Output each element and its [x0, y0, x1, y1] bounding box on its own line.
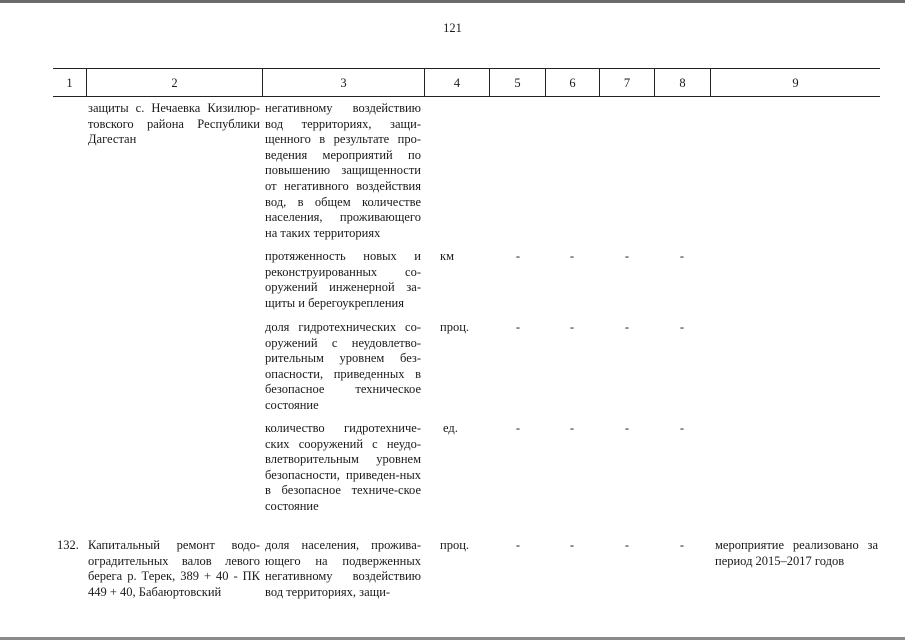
value-cell: -: [569, 249, 575, 263]
value-cell: -: [679, 421, 685, 435]
value-cell: -: [624, 320, 630, 334]
indicator-text: протяженность новых и реконструированных со-оружений инженерной за-щиты и берегоукрепления: [265, 249, 421, 310]
header-bottom-rule: [53, 96, 880, 97]
value-cell: -: [679, 320, 685, 334]
value-cell: -: [515, 421, 521, 435]
header-col-4: 4: [453, 76, 461, 90]
header-col-8: 8: [679, 76, 686, 90]
note-cell: мероприятие реализовано за период 2015–2017 годов: [715, 538, 878, 568]
header-col-9: 9: [792, 76, 799, 90]
header-col-2: 2: [171, 76, 178, 90]
header-col-6: 6: [569, 76, 576, 90]
indicator-text: количество гидротехниче-ских сооружений с неудо-влетворительным уровнем безопасности, приведен-ных в безопасное техниче-ское состояние: [265, 421, 421, 513]
header-col-7: 7: [623, 76, 631, 90]
unit-cell: проц.: [440, 320, 470, 334]
indicator-text: доля населения, проживa-ющего на подверженных негативному воздействию вод территориях, защи-: [265, 538, 421, 599]
measure-name: Капитальный ремонт водо-оградительных валов левого берега р. Терек, 389 + 40 - ПК 449 + 40, Бабаюртовский: [88, 538, 260, 599]
value-cell: -: [624, 249, 630, 263]
value-cell: -: [679, 538, 685, 552]
row-number: 132.: [57, 538, 79, 552]
table-top-rule: [53, 68, 880, 69]
header-col-3: 3: [340, 76, 347, 90]
header-col-1: 1: [66, 76, 73, 90]
unit-cell: км: [440, 249, 454, 263]
value-cell: -: [624, 538, 630, 552]
unit-cell: проц.: [440, 538, 470, 552]
page-number: 121: [443, 21, 462, 35]
measure-name: защиты с. Нечаевка Кизилюр-товского района Республики Дагестан: [88, 101, 260, 147]
value-cell: -: [569, 320, 575, 334]
value-cell: -: [679, 249, 685, 263]
unit-cell: ед.: [443, 421, 458, 435]
value-cell: -: [569, 421, 575, 435]
value-cell: -: [515, 249, 521, 263]
value-cell: -: [569, 538, 575, 552]
indicator-text: негативному воздействию вод территориях, защи-щенного в результате про-ведения мероприятий по повышению защищенности от негативного воздействия вод, в общем количестве населения, проживающего на таких территориях: [265, 101, 421, 240]
value-cell: -: [515, 320, 521, 334]
indicator-text: доля гидротехнических со-оружений с неудовлетво-рительным уровнем без-опасности, приведенных в безопасное техническое состояние: [265, 320, 421, 412]
value-cell: -: [624, 421, 630, 435]
header-col-5: 5: [514, 76, 521, 90]
value-cell: -: [515, 538, 521, 552]
